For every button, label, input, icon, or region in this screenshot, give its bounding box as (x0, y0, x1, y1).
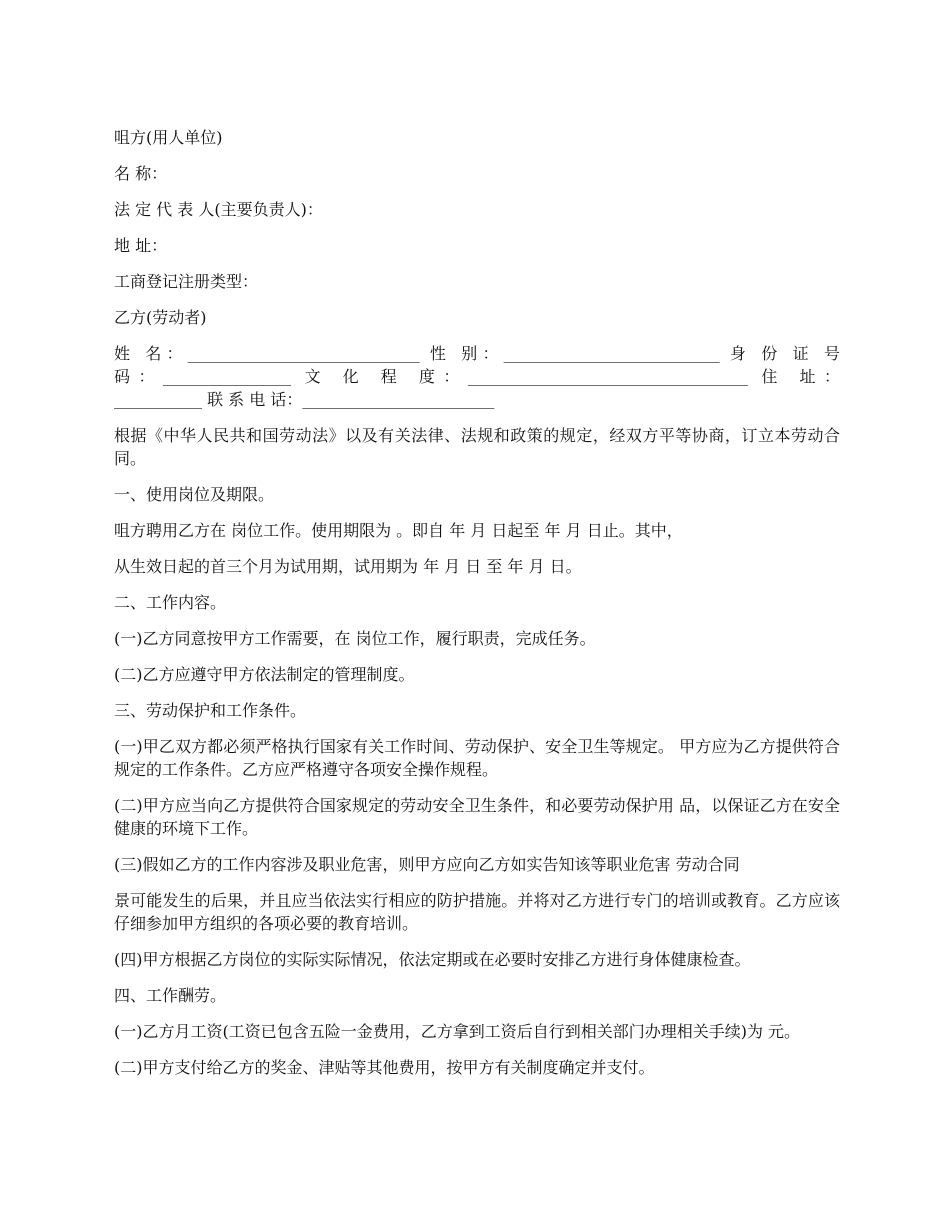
section-4-paragraph-1: (一)乙方月工资(工资已包含五险一金费用，乙方拿到工资后自行到相关部门办理相关手续)为 元。 (114, 1022, 801, 1041)
section-3-title: 三、劳动保护和工作条件。 (114, 701, 307, 720)
section-1-title: 一、使用岗位及期限。 (114, 485, 275, 504)
section-3-paragraph-3: (三)假如乙方的工作内容涉及职业危害，则甲方应向乙方如实告知该等职业危害 劳动合同 (114, 855, 740, 874)
section-2-title: 二、工作内容。 (114, 593, 227, 612)
contract-body (114, 126, 840, 1092)
section-4-title: 四、工作酬劳。 (114, 986, 227, 1005)
section-4-paragraph-2: (二)甲方支付给乙方的奖金、津贴等其他费用，按甲方有关制度确定并支付。 (114, 1058, 655, 1077)
party-b-title: 乙方(劳动者) (114, 308, 207, 327)
preamble: 根据《中华人民共和国劳动法》以及有关法律、法规和政策的规定，经双方平等协商，订立本劳动合同。 (114, 426, 840, 468)
section-2-paragraph-2: (二)乙方应遵守甲方依法制定的管理制度。 (114, 665, 415, 684)
party-a-name-label: 名 称： (114, 164, 168, 183)
section-3-paragraph-4: 景可能发生的后果，并且应当依法实行相应的防护措施。并将对乙方进行专门的培训或教育。乙方应该仔细参加甲方组织的各项必要的教育培训。 (114, 891, 840, 933)
party-a-legal-rep-label: 法 定 代 表 人(主要负责人)： (114, 200, 323, 219)
party-a-reg-type-label: 工商登记注册类型： (114, 272, 259, 291)
section-2-paragraph-1: (一)乙方同意按甲方工作需要，在 岗位工作，履行职责，完成任务。 (114, 629, 596, 648)
party-b-fields (114, 342, 840, 411)
party-b-fields-line-3: ___________ 联 系 电 话：________________________ (114, 390, 495, 409)
section-3-paragraph-5: (四)甲方根据乙方岗位的实际实际情况，依法定期或在必要时安排乙方进行身体健康检查。 (114, 950, 751, 969)
party-b-fields-line-1: 姓 名：_____________________________ 性 别：___________________________ 身 份 证 号 (114, 344, 840, 363)
party-a-address-label: 地 址： (114, 236, 168, 255)
section-3-paragraph-1: (一)甲乙双方都必须严格执行国家有关工作时间、劳动保护、安全卫生等规定。 甲方应为乙方提供符合规定的工作条件。乙方应严格遵守各项安全操作规程。 (114, 737, 840, 779)
party-b-fields-line-2: 码：________________ 文 化 程 度：___________________________________ 住 址： (114, 367, 840, 386)
party-a-title: 咀方(用人单位) (114, 128, 223, 147)
section-3-paragraph-2: (二)甲方应当向乙方提供符合国家规定的劳动安全卫生条件，和必要劳动保护用 品，以保证乙方在安全健康的环境下工作。 (114, 796, 840, 838)
section-1-paragraph-2: 从生效日起的首三个月为试用期，试用期为 年 月 日 至 年 月 日。 (114, 557, 582, 576)
section-1-paragraph-1: 咀方聘用乙方在 岗位工作。使用期限为 。即自 年 月 日起至 年 月 日止。其中， (114, 521, 683, 540)
